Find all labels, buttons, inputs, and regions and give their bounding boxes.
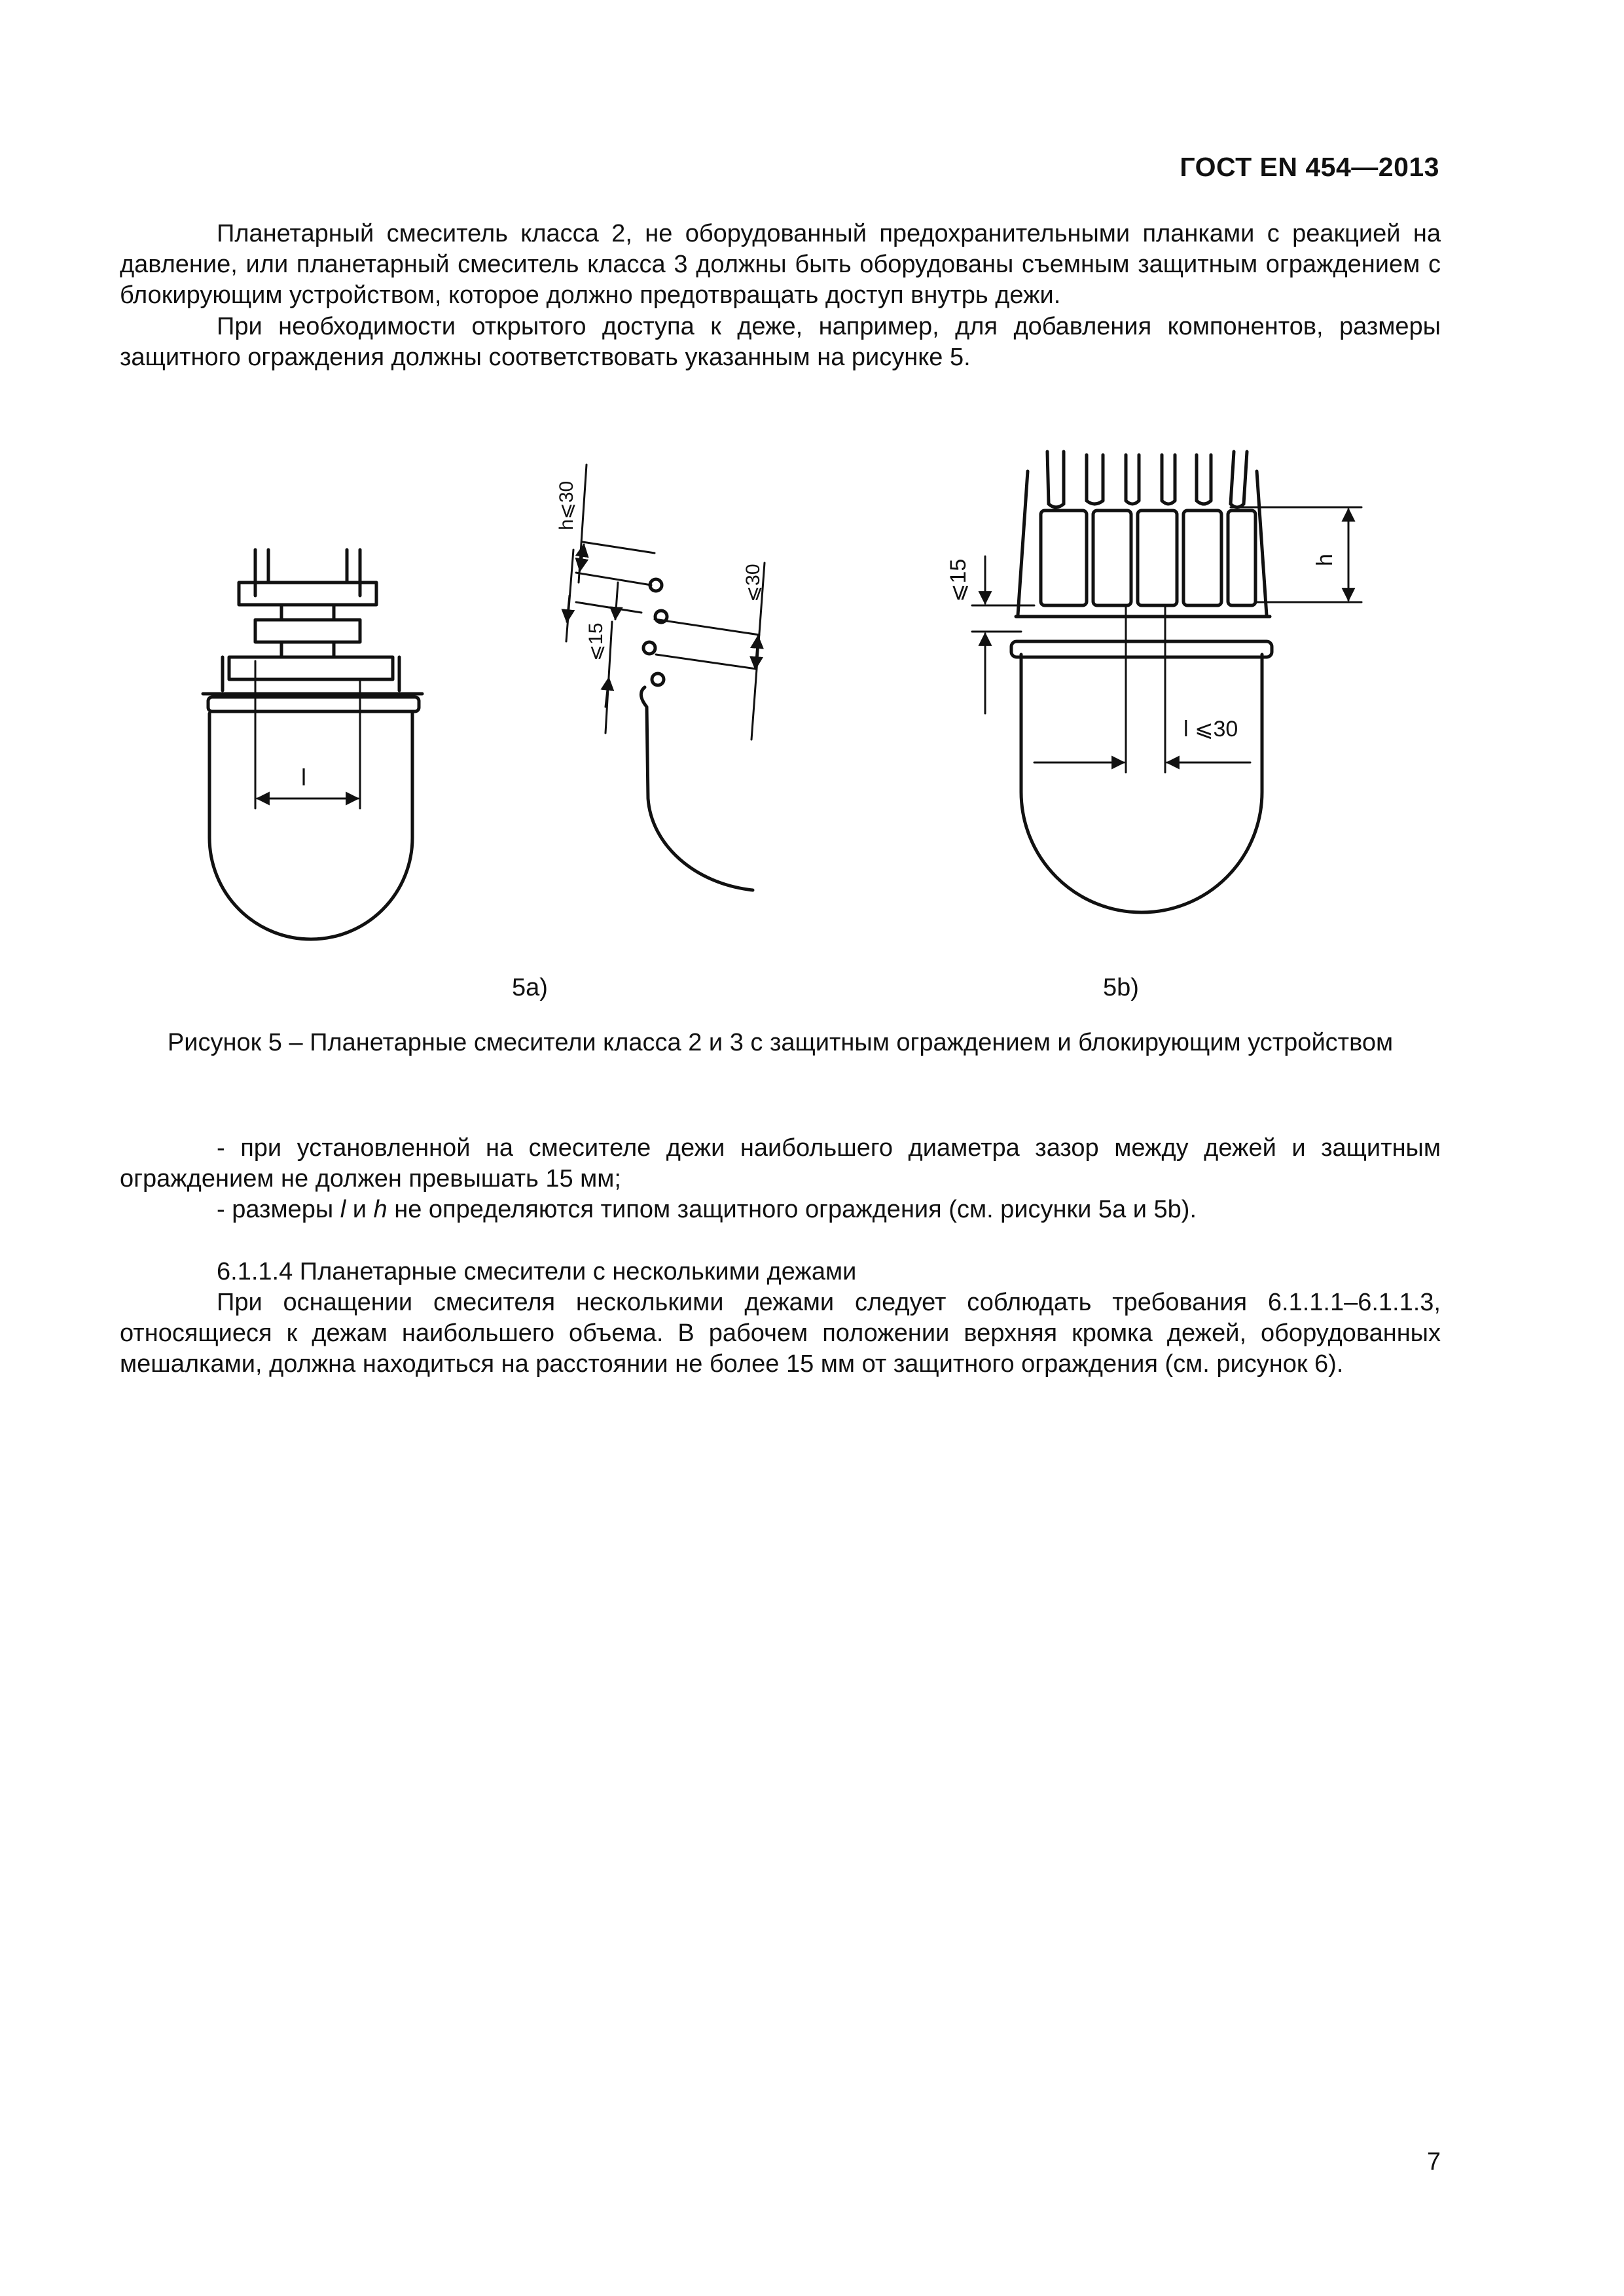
- label-le-15-middle: ⩽15: [585, 622, 607, 661]
- figure-5: [183, 425, 1337, 1028]
- list-item-dimensions: - размеры l и h не определяются типом защитного ограждения (см. рисунки 5а и 5b).: [217, 1196, 1197, 1223]
- symbol-l: l: [340, 1196, 346, 1223]
- section-heading: 6.1.1.4 Планетарные смесители с несколькими дежами: [217, 1258, 857, 1285]
- label-h-right: h: [1312, 554, 1337, 566]
- left-mixer-drawing: [203, 550, 422, 939]
- label-l-le-30: l ⩽30: [1183, 717, 1238, 742]
- symbol-h: h: [373, 1196, 388, 1223]
- document-header: ГОСТ EN 454—2013: [1180, 152, 1439, 182]
- middle-profile-drawing: [566, 465, 765, 890]
- label-h-le-30: h⩽30: [556, 480, 577, 530]
- guard-bar-1: [652, 673, 664, 685]
- middle-bowl-wall: [641, 687, 753, 890]
- section-body: При оснащении смесителя несколькими дежами следует соблюдать требования 6.1.1.1–6.1.1.3, относящиеся к дежам наибольшего объема. В рабочем положении верхняя кромка дежей, оборудованных мешалками, должна находиться на расстоянии не более 15 мм от защитного ограждения (см. рисунок 6).: [120, 1289, 1441, 1378]
- right-rim: [1011, 641, 1272, 657]
- paragraph-guard-requirement: Планетарный смеситель класса 2, не оборудованный предохранительными планками с реакцией на давление, или планетарный смеситель класса 3 должны быть оборудованы съемным защитным ограждением с блокирующим устройством, которое должно предотвращать доступ внутрь дежи.: [120, 220, 1441, 309]
- left-rim: [208, 697, 419, 711]
- left-bowl: [209, 713, 412, 939]
- list-item-gap: - при установленной на смесителе дежи наибольшего диаметра зазор между дежей и защитным ограждением не должен превышать 15 мм;: [120, 1134, 1441, 1193]
- right-bowl: [1021, 655, 1262, 912]
- subfigure-label-5b: 5b): [1103, 974, 1139, 1001]
- label-le-30-middle: ⩽30: [742, 564, 764, 602]
- right-guard-bars: [1041, 452, 1255, 605]
- left-guard-grid: [223, 550, 399, 691]
- figure-caption: Рисунок 5 – Планетарные смесители класса 2 и 3 с защитным ограждением и блокирующим устройством: [167, 1029, 1394, 1056]
- paragraph-open-access: При необходимости открытого доступа к деже, например, для добавления компонентов, размеры защитного ограждения должны соответствовать указанным на рисунке 5.: [120, 313, 1441, 371]
- page-number: 7: [1426, 2148, 1441, 2176]
- subfigure-label-5a: 5a): [512, 974, 548, 1001]
- figure-5-drawing: [183, 425, 1337, 1028]
- guard-bar-2: [643, 642, 655, 654]
- label-le-15-right: ⩽15: [946, 558, 971, 602]
- label-l-left: l: [301, 764, 306, 791]
- right-mixer-drawing: [972, 452, 1362, 912]
